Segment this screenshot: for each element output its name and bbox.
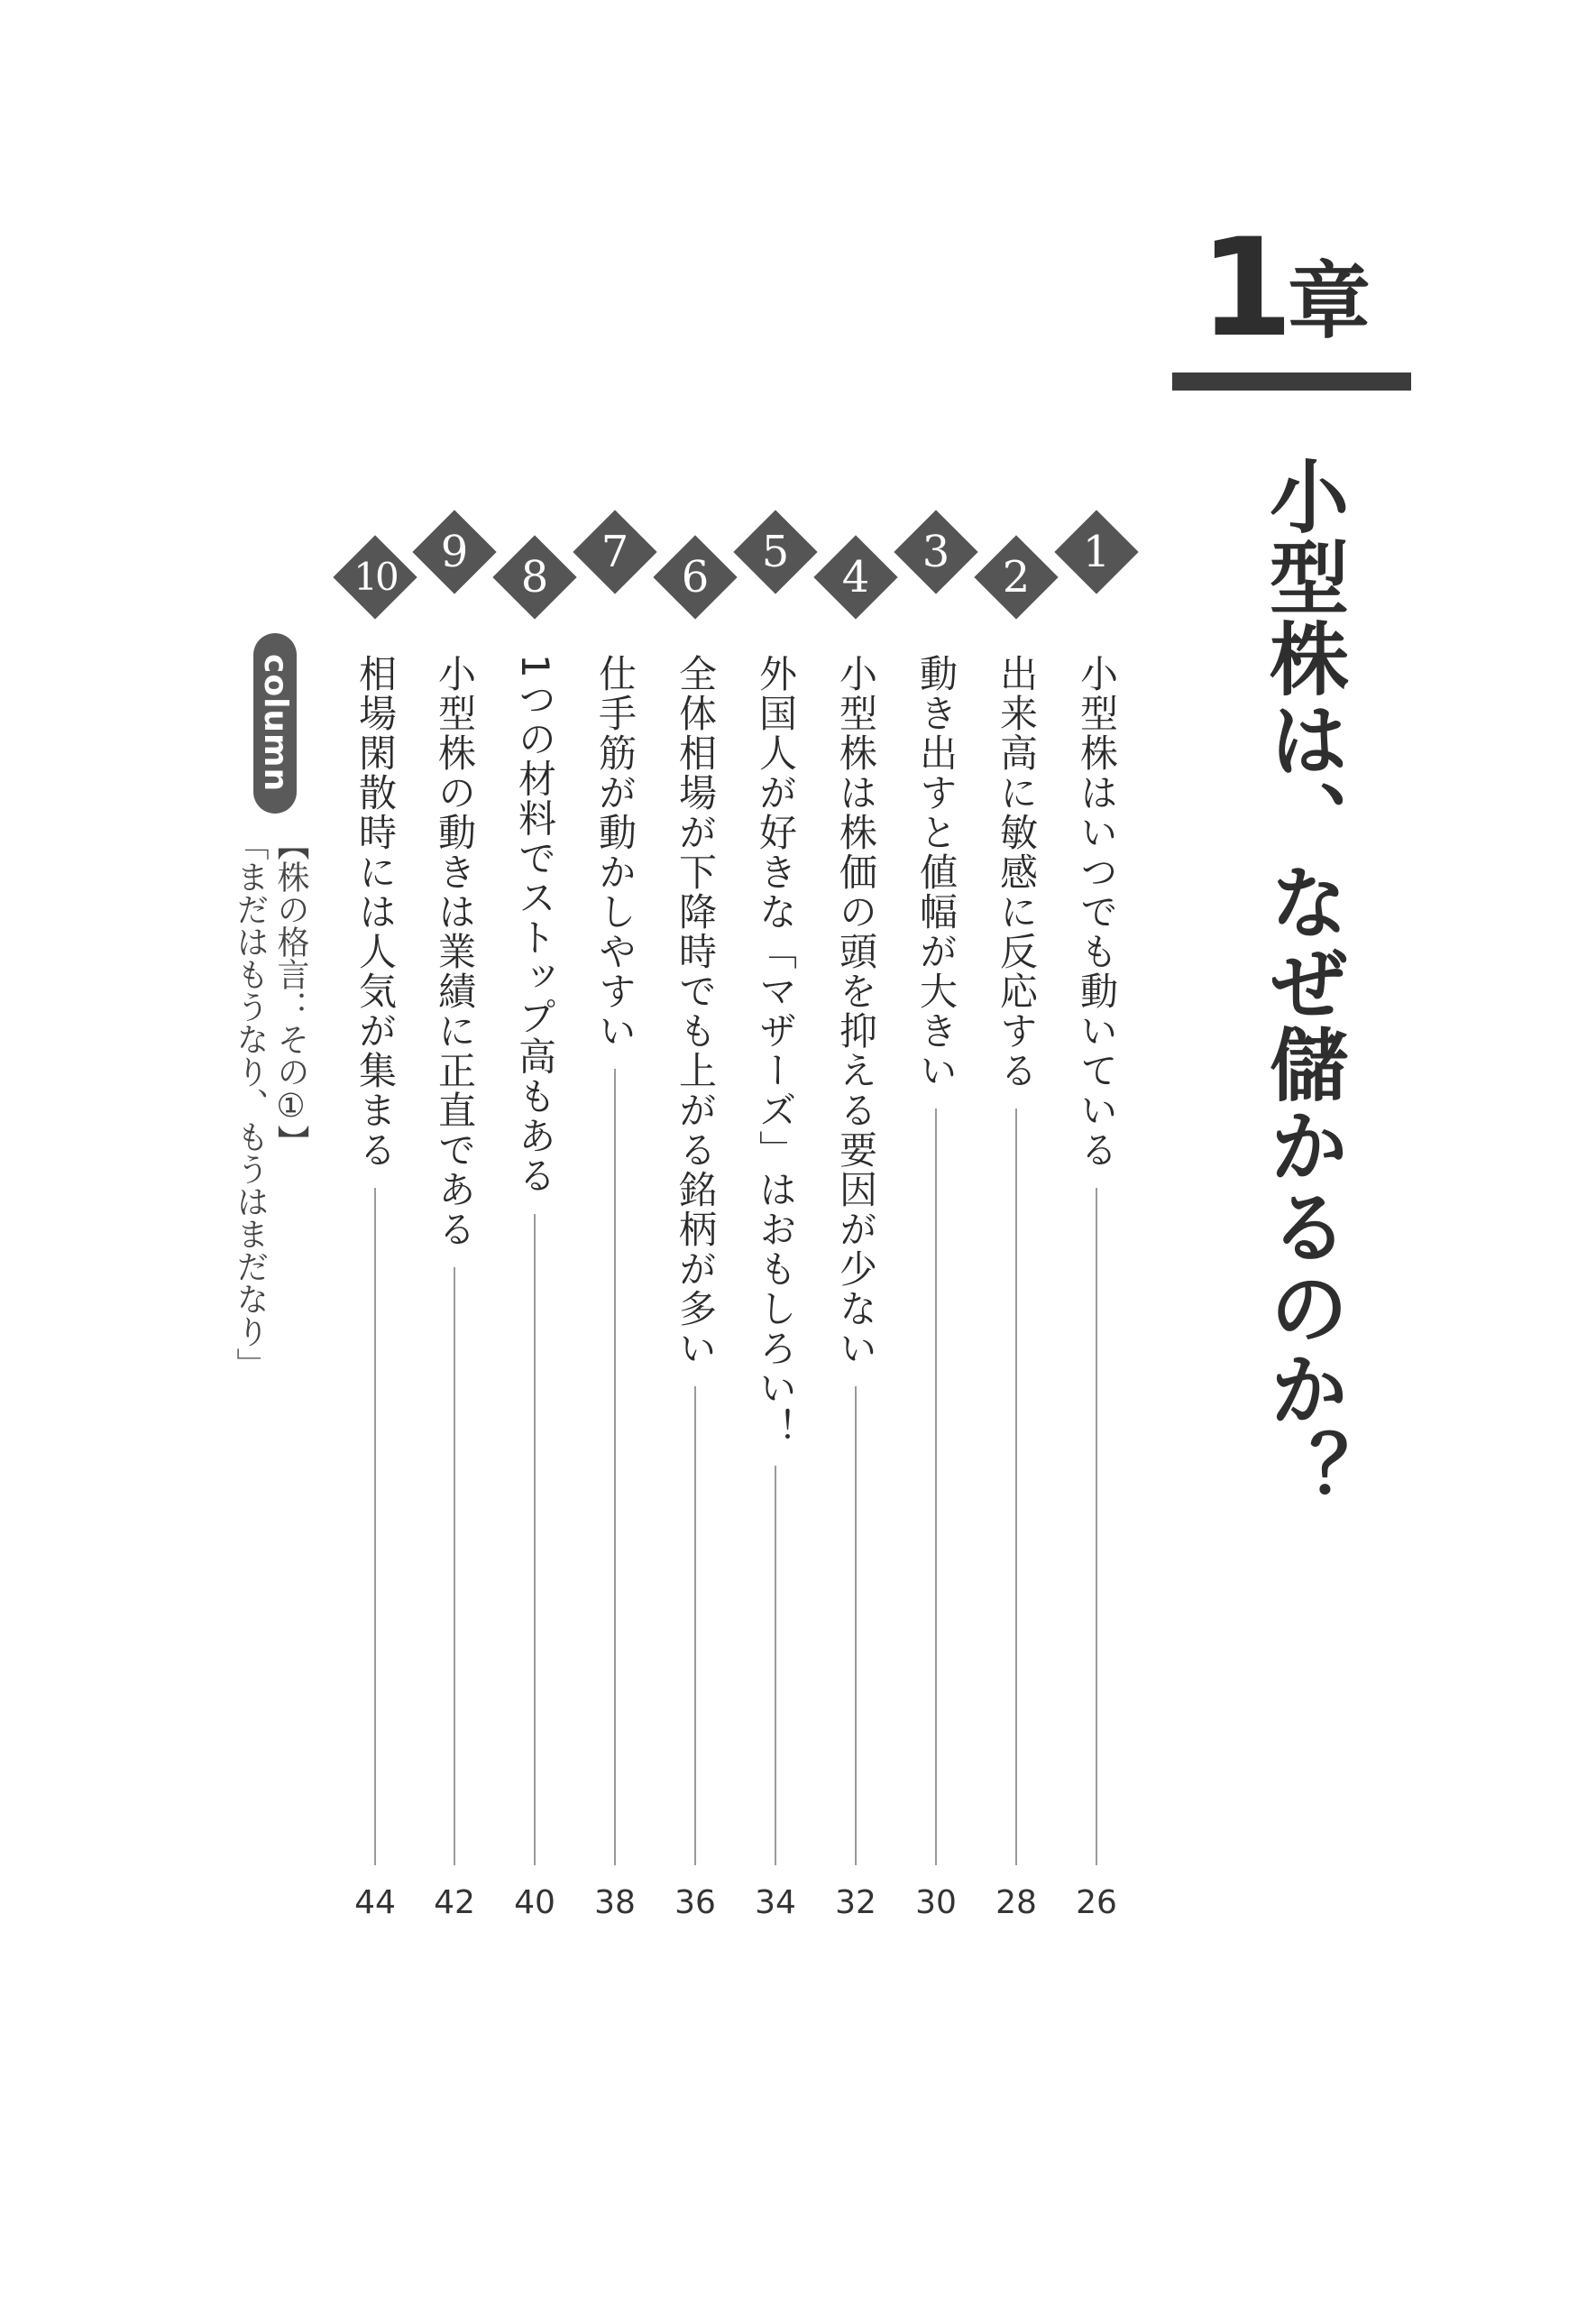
page-number: 34 <box>755 1884 796 1921</box>
column-label: column <box>257 654 294 793</box>
page-number: 28 <box>995 1884 1037 1921</box>
entry-number: 10 <box>353 555 397 599</box>
toc-entry[interactable] <box>980 0 1052 1984</box>
leader-line <box>534 1214 536 1865</box>
leader-line <box>935 1109 937 1865</box>
leader-line <box>775 1466 776 1865</box>
page-number: 32 <box>835 1884 876 1921</box>
toc-entry[interactable] <box>418 0 491 1984</box>
page-number: 42 <box>434 1884 475 1921</box>
entry-title: 相場閑散時には人気が集まる <box>353 654 398 1170</box>
entry-title: 小型株の動きは業績に正直である <box>433 654 477 1249</box>
column-quote: 「まだはもうなり、もうはまだなり」 <box>232 828 269 1380</box>
entry-title: 全体相場が下降時でも上がる銘柄が多い <box>674 654 718 1368</box>
leader-line <box>374 1188 376 1865</box>
toc-entry[interactable] <box>339 0 411 1984</box>
entry-title: 小型株はいつでも動いている <box>1075 654 1119 1170</box>
toc-entry[interactable] <box>900 0 972 1984</box>
entry-title: 1つの材料でストップ高もある <box>513 654 557 1196</box>
entry-number: 7 <box>601 527 629 577</box>
page-number: 40 <box>514 1884 555 1921</box>
leader-line <box>454 1267 455 1865</box>
toc-entry[interactable] <box>820 0 892 1984</box>
column-subtitle: 【株の格言：その①】 <box>272 828 309 1157</box>
chapter-heading <box>1172 210 1411 392</box>
leader-line <box>855 1386 857 1865</box>
entry-number: 5 <box>761 527 790 577</box>
leader-line <box>1096 1188 1097 1865</box>
chapter-number: 1 <box>1199 210 1294 367</box>
toc-entry[interactable] <box>659 0 731 1984</box>
entry-title: 小型株は株価の頭を抑える要因が少ない <box>834 654 878 1368</box>
toc-entry[interactable] <box>1060 0 1133 1984</box>
entry-number: 1 <box>1082 527 1111 577</box>
page-number: 26 <box>1076 1884 1117 1921</box>
entry-number: 8 <box>520 552 549 603</box>
leader-line <box>694 1386 696 1865</box>
entry-title: 外国人が好きな「マザーズ」はおもしろい！ <box>754 654 798 1448</box>
entry-title: 出来高に敏感に反応する <box>995 654 1039 1090</box>
chapter-word: 章 <box>1288 253 1371 350</box>
toc-entry[interactable] <box>499 0 571 1984</box>
page-number: 44 <box>354 1884 396 1921</box>
leader-line <box>1015 1109 1017 1865</box>
entry-number: 2 <box>1002 552 1031 603</box>
entry-number: 9 <box>440 527 469 577</box>
chapter-underline <box>1172 373 1411 391</box>
entry-title: 動き出すと値幅が大きい <box>914 654 959 1090</box>
entry-title: 仕手筋が動かしやすい <box>593 654 637 1051</box>
entry-number: 4 <box>841 552 870 603</box>
page-number: 30 <box>915 1884 957 1921</box>
page-number: 38 <box>594 1884 636 1921</box>
page-number: 36 <box>674 1884 716 1921</box>
entry-number: 3 <box>922 527 950 577</box>
leader-line <box>614 1069 616 1865</box>
chapter-title: 小型株は、なぜ儲かるのか？ <box>1257 455 1350 1511</box>
toc-entry[interactable] <box>579 0 651 1984</box>
toc-entry[interactable] <box>739 0 812 1984</box>
column-badge <box>253 633 297 814</box>
entry-number: 6 <box>681 552 710 603</box>
